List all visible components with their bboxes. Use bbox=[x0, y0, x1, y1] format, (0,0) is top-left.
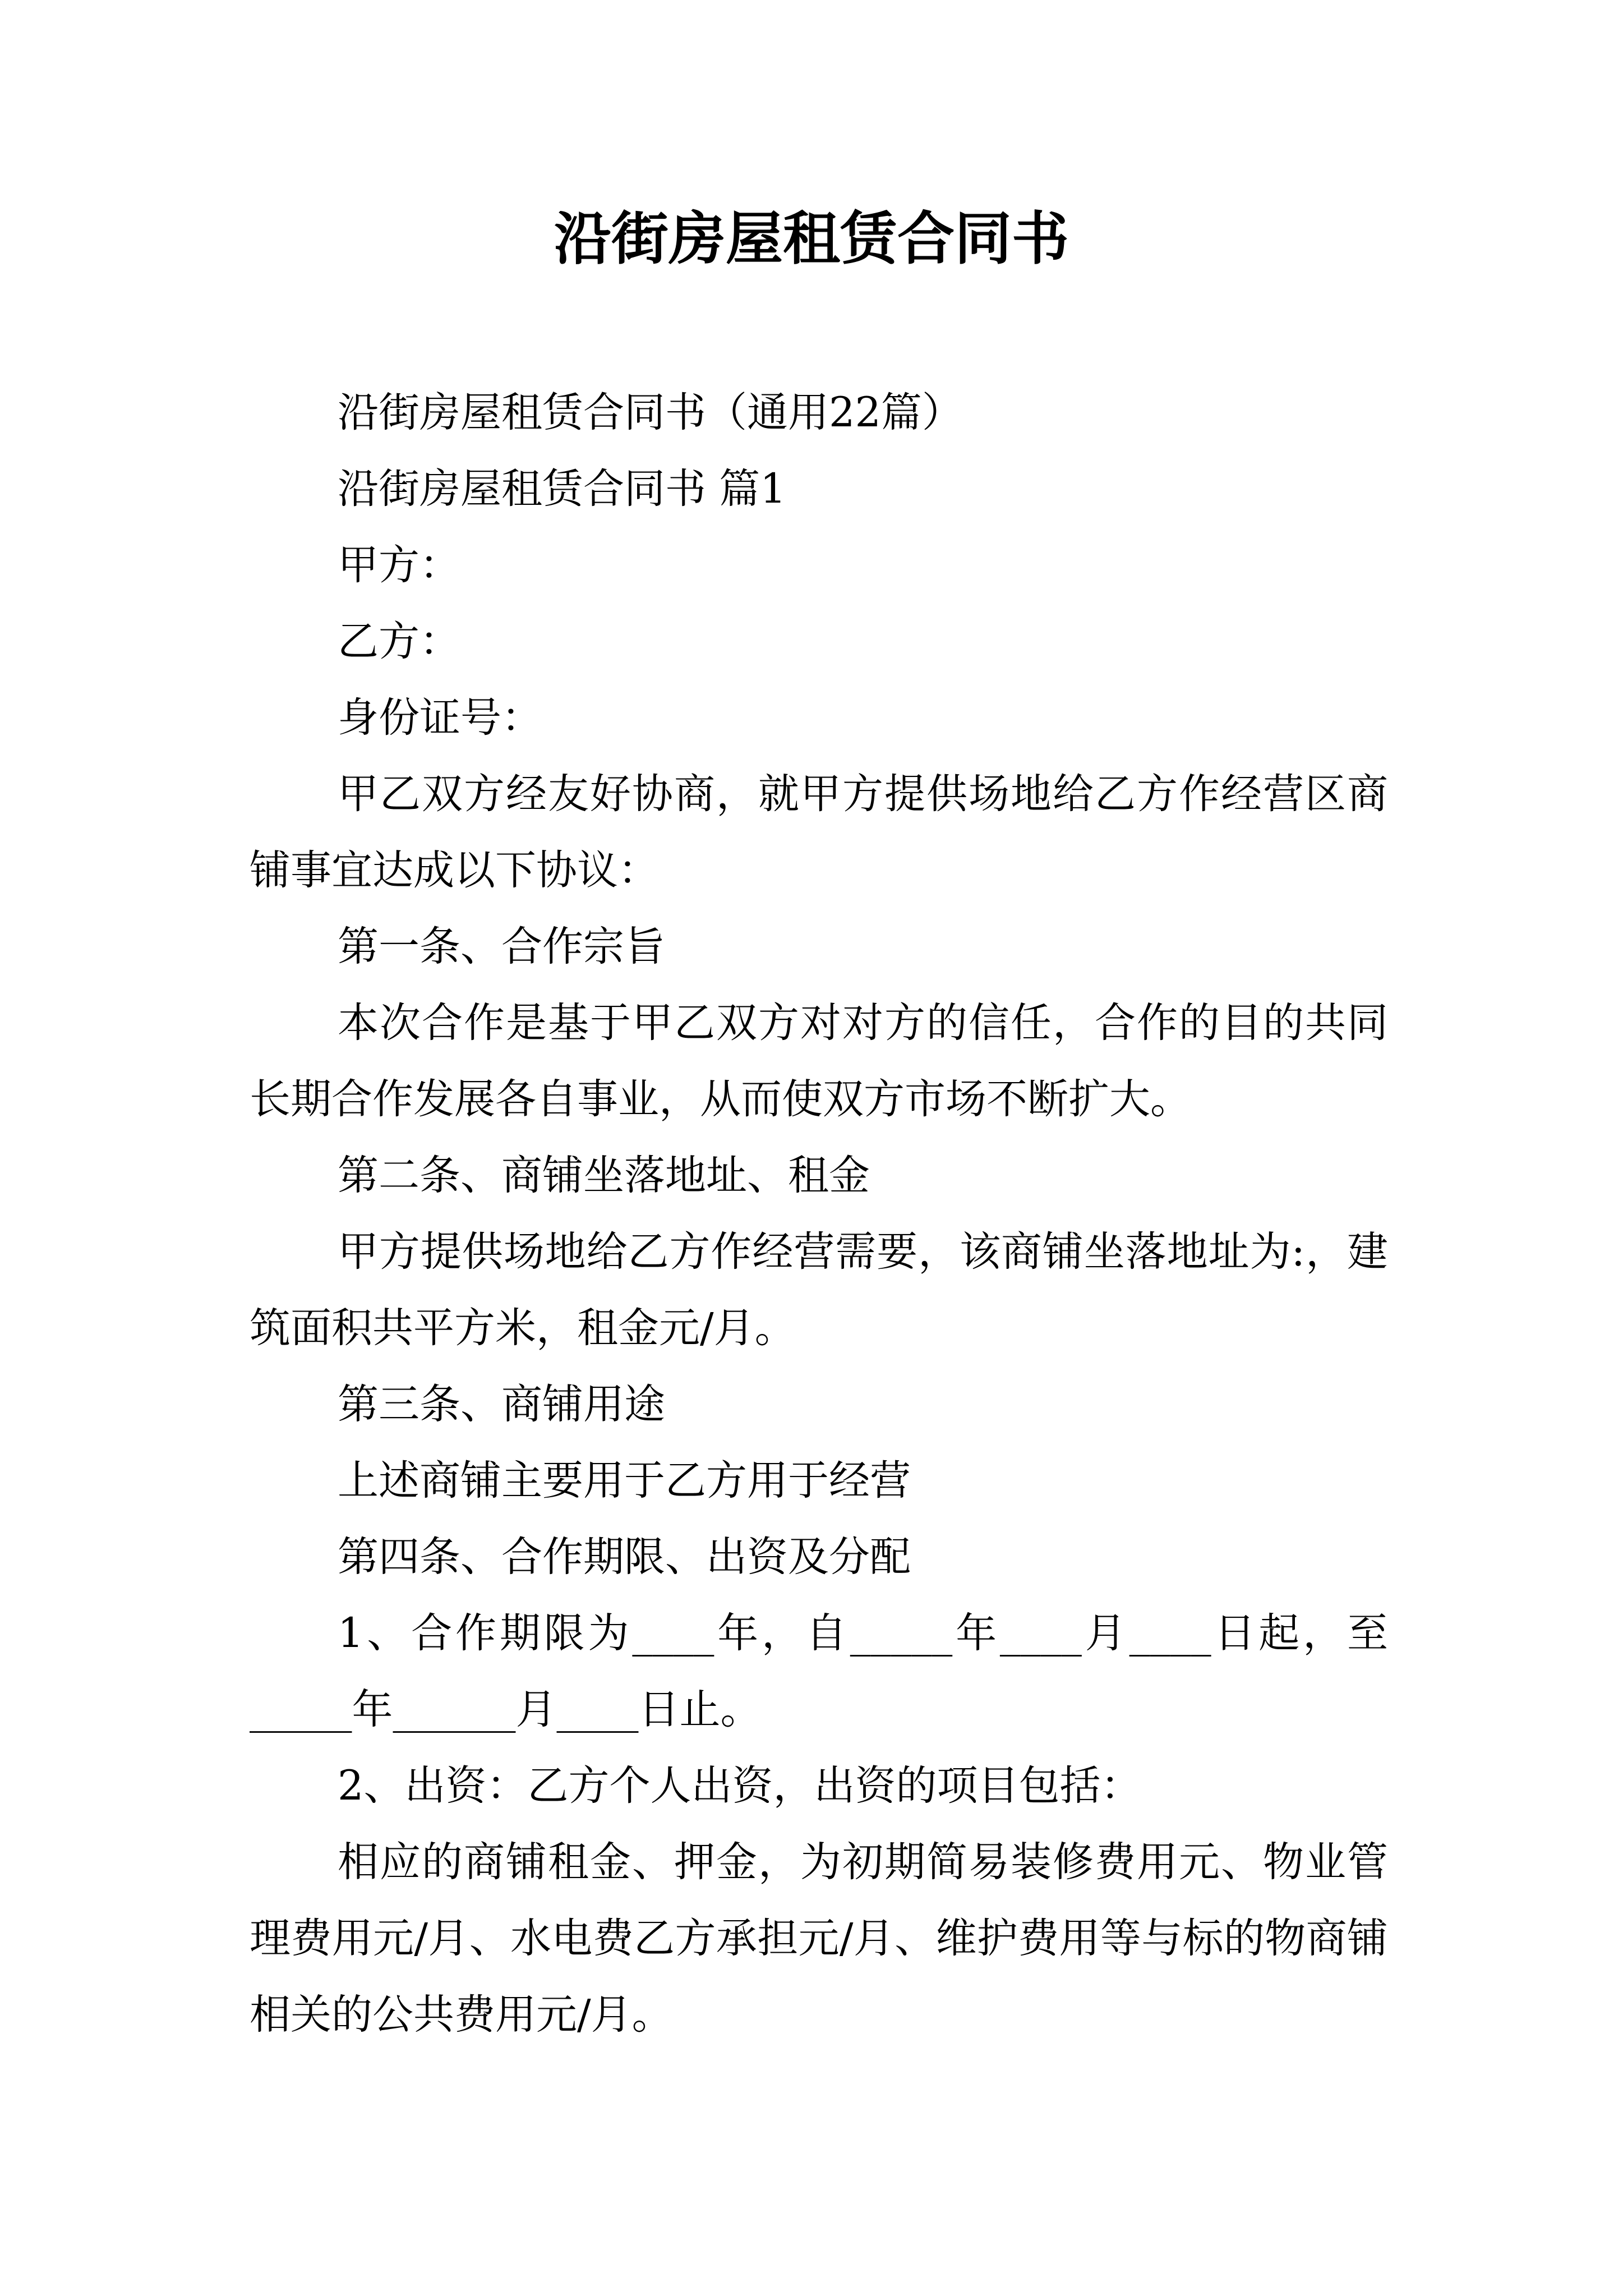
section-heading: 沿街房屋租赁合同书 篇1 bbox=[338, 465, 786, 513]
paragraph: 相应的商铺租金、押金，为初期简易装修费用元、物业管理费用元/月、水电费乙方承担元/月、维护费用等与标的物商铺相关的公共费用元/月。 bbox=[250, 1838, 1388, 2039]
party-a-line: 甲方： bbox=[338, 541, 460, 589]
paragraph: 1、合作期限为____年，自_____年____月____日起，至_____年______月____日止。 bbox=[250, 1609, 1388, 1733]
paragraph: 甲乙双方经友好协商，就甲方提供场地给乙方作经营区商铺事宜达成以下协议： bbox=[250, 770, 1388, 894]
party-b-line: 乙方： bbox=[338, 618, 460, 665]
id-number-line: 身份证号： bbox=[338, 694, 542, 742]
paragraph: 本次合作是基于甲乙双方对对方的信任，合作的目的共同长期合作发展各自事业，从而使双方市场不断扩大。 bbox=[250, 999, 1388, 1123]
document-subtitle: 沿街房屋租赁合同书（通用22篇） bbox=[338, 389, 963, 436]
article-heading: 第四条、合作期限、出资及分配 bbox=[338, 1533, 911, 1581]
paragraph: 2、出资：乙方个人出资，出资的项目包括： bbox=[338, 1762, 1142, 1810]
article-heading: 第三条、商铺用途 bbox=[338, 1381, 665, 1428]
document-body bbox=[250, 375, 1388, 2053]
paragraph: 上述商铺主要用于乙方用于经营 bbox=[338, 1457, 911, 1504]
article-heading: 第一条、合作宗旨 bbox=[338, 923, 665, 970]
article-heading: 第二条、商铺坐落地址、租金 bbox=[338, 1152, 870, 1199]
document-title: 沿街房屋租赁合同书 bbox=[554, 205, 1069, 273]
paragraph: 甲方提供场地给乙方作经营需要，该商铺坐落地址为:，建筑面积共平方米，租金元/月。 bbox=[250, 1228, 1388, 1352]
